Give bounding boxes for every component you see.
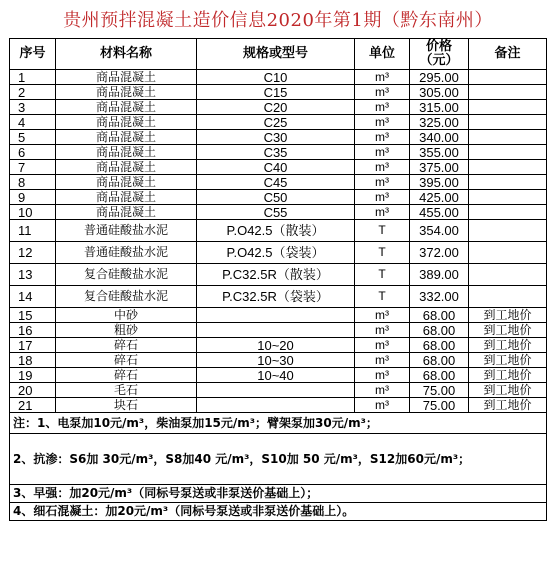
table-row xyxy=(10,85,547,100)
note-cell xyxy=(469,242,547,264)
unit-cell: m³ xyxy=(355,338,410,353)
material-name-cell: 块石 xyxy=(56,398,197,413)
unit-cell: m³ xyxy=(355,175,410,190)
spec-cell: C45 xyxy=(197,175,355,190)
price-cell: 68.00 xyxy=(410,323,469,338)
note-cell xyxy=(469,286,547,308)
table-row xyxy=(10,220,547,242)
row-number: 10 xyxy=(10,205,56,220)
note-cell: 到工地价 xyxy=(469,338,547,353)
price-cell: 315.00 xyxy=(410,100,469,115)
spec-cell: C50 xyxy=(197,190,355,205)
unit-cell: m³ xyxy=(355,160,410,175)
unit-cell: m³ xyxy=(355,398,410,413)
table-row xyxy=(10,383,547,398)
table-row xyxy=(10,353,547,368)
price-cell: 68.00 xyxy=(410,308,469,323)
row-number: 2 xyxy=(10,85,56,100)
unit-cell: m³ xyxy=(355,353,410,368)
price-cell: 425.00 xyxy=(410,190,469,205)
note-cell: 到工地价 xyxy=(469,308,547,323)
note-cell xyxy=(469,264,547,286)
row-number: 7 xyxy=(10,160,56,175)
note-cell: 到工地价 xyxy=(469,368,547,383)
unit-cell: m³ xyxy=(355,145,410,160)
table-row xyxy=(10,242,547,264)
unit-cell: m³ xyxy=(355,70,410,85)
row-number: 11 xyxy=(10,220,56,242)
spec-cell: C25 xyxy=(197,115,355,130)
table-row xyxy=(10,100,547,115)
table-row xyxy=(10,70,547,85)
table-row xyxy=(10,115,547,130)
spec-cell: C40 xyxy=(197,160,355,175)
material-name-cell: 商品混凝土 xyxy=(56,130,197,145)
unit-cell: m³ xyxy=(355,85,410,100)
unit-cell: m³ xyxy=(355,383,410,398)
spec-cell: C15 xyxy=(197,85,355,100)
unit-cell: T xyxy=(355,220,410,242)
spec-cell: P.O42.5（袋装） xyxy=(197,242,355,264)
header-spec: 规格或型号 xyxy=(197,39,355,70)
note-cell xyxy=(469,85,547,100)
table-row xyxy=(10,368,547,383)
material-name-cell: 碎石 xyxy=(56,353,197,368)
material-name-cell: 碎石 xyxy=(56,368,197,383)
spec-cell: C10 xyxy=(197,70,355,85)
note-cell: 到工地价 xyxy=(469,398,547,413)
price-table xyxy=(9,38,547,521)
unit-cell: m³ xyxy=(355,323,410,338)
price-cell: 395.00 xyxy=(410,175,469,190)
price-cell: 75.00 xyxy=(410,383,469,398)
note-cell: 到工地价 xyxy=(469,383,547,398)
row-number: 19 xyxy=(10,368,56,383)
note-line-3: 3、早强：加20元/m³（同标号泵送或非泵送价基础上）； xyxy=(10,485,547,503)
table-row xyxy=(10,308,547,323)
note-cell xyxy=(469,205,547,220)
price-cell: 372.00 xyxy=(410,242,469,264)
price-cell: 68.00 xyxy=(410,368,469,383)
spec-cell: C20 xyxy=(197,100,355,115)
row-number: 4 xyxy=(10,115,56,130)
note-cell xyxy=(469,130,547,145)
material-name-cell: 商品混凝土 xyxy=(56,85,197,100)
material-name-cell: 毛石 xyxy=(56,383,197,398)
material-name-cell: 商品混凝土 xyxy=(56,175,197,190)
table-row xyxy=(10,160,547,175)
spec-cell: C35 xyxy=(197,145,355,160)
note-cell xyxy=(469,115,547,130)
unit-cell: m³ xyxy=(355,368,410,383)
note-cell xyxy=(469,160,547,175)
header-price-unit: （元） xyxy=(419,53,459,68)
table-row xyxy=(10,286,547,308)
material-name-cell: 商品混凝土 xyxy=(56,100,197,115)
header-unit: 单位 xyxy=(355,39,410,70)
price-cell: 332.00 xyxy=(410,286,469,308)
spec-cell xyxy=(197,323,355,338)
price-cell: 389.00 xyxy=(410,264,469,286)
note-line-2: 2、抗渗：S6加 30元/m³，S8加40 元/m³，S10加 50 元/m³，S12加60元/m³； xyxy=(10,434,547,485)
unit-cell: m³ xyxy=(355,190,410,205)
row-number: 9 xyxy=(10,190,56,205)
price-cell: 354.00 xyxy=(410,220,469,242)
table-row xyxy=(10,264,547,286)
unit-cell: m³ xyxy=(355,205,410,220)
note-cell xyxy=(469,70,547,85)
header-note: 备注 xyxy=(469,39,547,70)
note-cell xyxy=(469,175,547,190)
spec-cell: 10~20 xyxy=(197,338,355,353)
row-number: 14 xyxy=(10,286,56,308)
spec-cell: P.O42.5（散装） xyxy=(197,220,355,242)
row-number: 3 xyxy=(10,100,56,115)
price-cell: 340.00 xyxy=(410,130,469,145)
table-body xyxy=(10,70,547,413)
spec-cell: C30 xyxy=(197,130,355,145)
note-row xyxy=(10,503,547,521)
material-name-cell: 碎石 xyxy=(56,338,197,353)
material-name-cell: 粗砂 xyxy=(56,323,197,338)
material-name-cell: 中砂 xyxy=(56,308,197,323)
header-material-name: 材料名称 xyxy=(56,39,197,70)
price-cell: 375.00 xyxy=(410,160,469,175)
row-number: 6 xyxy=(10,145,56,160)
material-name-cell: 复合硅酸盐水泥 xyxy=(56,264,197,286)
material-name-cell: 普通硅酸盐水泥 xyxy=(56,220,197,242)
note-line-4: 4、细石混凝土：加20元/m³（同标号泵送或非泵送价基础上）。 xyxy=(10,503,547,521)
spec-cell: P.C32.5R（散装） xyxy=(197,264,355,286)
row-number: 18 xyxy=(10,353,56,368)
unit-cell: m³ xyxy=(355,115,410,130)
price-cell: 455.00 xyxy=(410,205,469,220)
row-number: 21 xyxy=(10,398,56,413)
unit-cell: m³ xyxy=(355,130,410,145)
header-no: 序号 xyxy=(10,39,56,70)
material-name-cell: 商品混凝土 xyxy=(56,205,197,220)
spec-cell: C55 xyxy=(197,205,355,220)
price-cell: 325.00 xyxy=(410,115,469,130)
note-cell xyxy=(469,190,547,205)
price-cell: 355.00 xyxy=(410,145,469,160)
material-name-cell: 商品混凝土 xyxy=(56,145,197,160)
price-cell: 305.00 xyxy=(410,85,469,100)
row-number: 17 xyxy=(10,338,56,353)
material-name-cell: 商品混凝土 xyxy=(56,70,197,85)
note-cell xyxy=(469,220,547,242)
table-row xyxy=(10,205,547,220)
spec-cell xyxy=(197,308,355,323)
spec-cell: P.C32.5R（袋装） xyxy=(197,286,355,308)
unit-cell: m³ xyxy=(355,100,410,115)
document-title: 贵州预拌混凝土造价信息2020年第1期（黔东南州） xyxy=(63,10,493,31)
row-number: 16 xyxy=(10,323,56,338)
price-cell: 75.00 xyxy=(410,398,469,413)
spec-cell: 10~30 xyxy=(197,353,355,368)
spec-cell xyxy=(197,383,355,398)
unit-cell: T xyxy=(355,242,410,264)
table-row xyxy=(10,145,547,160)
material-name-cell: 普通硅酸盐水泥 xyxy=(56,242,197,264)
note-row xyxy=(10,434,547,485)
note-cell: 到工地价 xyxy=(469,353,547,368)
table-row xyxy=(10,338,547,353)
header-row xyxy=(10,39,547,70)
note-row xyxy=(10,413,547,434)
note-line-1: 注：1、电泵加10元/m³，柴油泵加15元/m³；臂架泵加30元/m³； xyxy=(10,413,547,434)
row-number: 12 xyxy=(10,242,56,264)
spec-cell: 10~40 xyxy=(197,368,355,383)
table-row xyxy=(10,398,547,413)
row-number: 15 xyxy=(10,308,56,323)
row-number: 5 xyxy=(10,130,56,145)
note-cell xyxy=(469,100,547,115)
unit-cell: T xyxy=(355,286,410,308)
material-name-cell: 商品混凝土 xyxy=(56,160,197,175)
note-row xyxy=(10,485,547,503)
material-name-cell: 商品混凝土 xyxy=(56,115,197,130)
unit-cell: m³ xyxy=(355,308,410,323)
spec-cell xyxy=(197,398,355,413)
material-name-cell: 复合硅酸盐水泥 xyxy=(56,286,197,308)
row-number: 13 xyxy=(10,264,56,286)
header-price xyxy=(410,39,469,70)
table-row xyxy=(10,323,547,338)
table-row xyxy=(10,175,547,190)
material-name-cell: 商品混凝土 xyxy=(56,190,197,205)
row-number: 1 xyxy=(10,70,56,85)
unit-cell: T xyxy=(355,264,410,286)
header-price-label: 价格 xyxy=(425,39,452,54)
row-number: 20 xyxy=(10,383,56,398)
note-cell: 到工地价 xyxy=(469,323,547,338)
table-row xyxy=(10,190,547,205)
price-cell: 68.00 xyxy=(410,353,469,368)
table-row xyxy=(10,130,547,145)
row-number: 8 xyxy=(10,175,56,190)
notes-section xyxy=(10,413,547,521)
price-cell: 295.00 xyxy=(410,70,469,85)
price-cell: 68.00 xyxy=(410,338,469,353)
note-cell xyxy=(469,145,547,160)
